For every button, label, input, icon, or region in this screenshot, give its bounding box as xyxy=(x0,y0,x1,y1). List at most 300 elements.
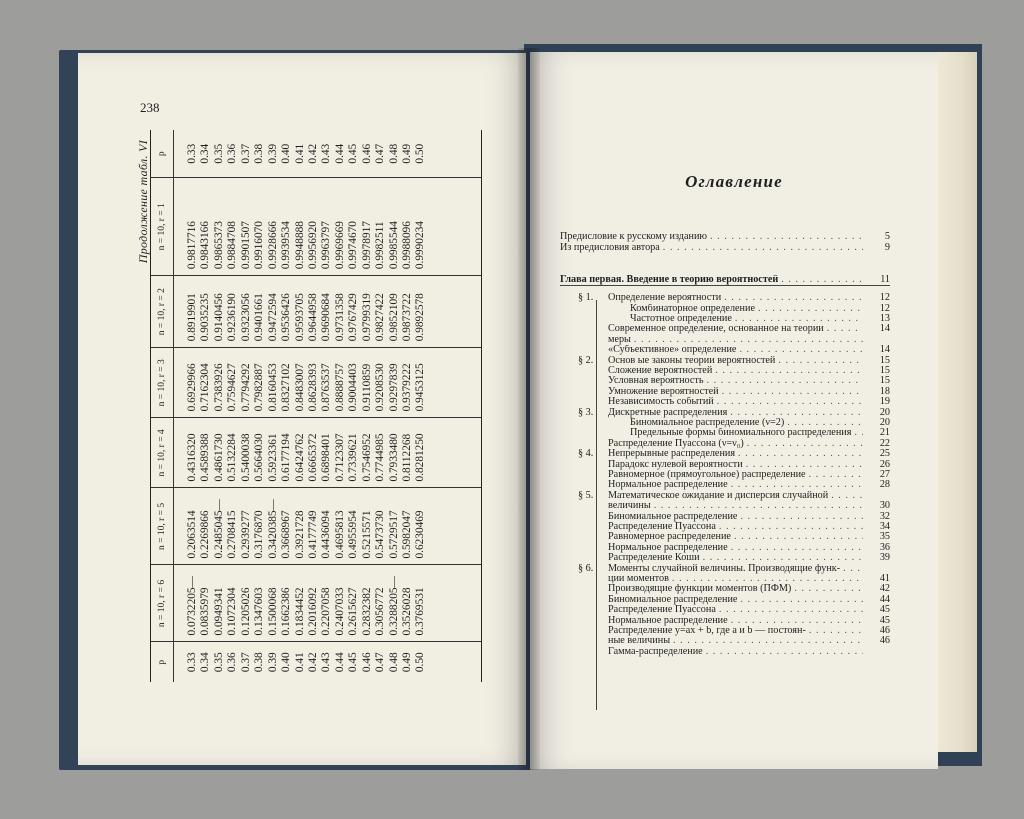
table-cell: 0.2939277 xyxy=(239,510,252,559)
table-cell: 0.9852109 xyxy=(387,293,400,342)
toc-entry-title: Биномиальное распределение xyxy=(608,594,738,605)
leader-dots xyxy=(654,501,863,511)
table-cell: 0.50 xyxy=(414,652,427,673)
toc-entry-title: Распределение Пуассона (ν=ν₀) xyxy=(608,438,744,449)
leader-dots xyxy=(731,480,863,490)
table-cell: 0.43 xyxy=(320,143,333,164)
toc-entry xyxy=(560,564,890,574)
section-rule xyxy=(596,300,597,710)
table-cell: 0.39 xyxy=(266,143,279,164)
col-r5 xyxy=(151,487,481,564)
toc-entry xyxy=(560,366,890,376)
table-cell: 0.1834452 xyxy=(293,587,306,636)
table-cell: 0.46 xyxy=(360,143,373,164)
toc-entry-title: величины xyxy=(608,501,651,512)
toc-page-number: 34 xyxy=(879,520,890,532)
leader-dots xyxy=(827,324,863,334)
toc-entry-title: ции моментов xyxy=(608,573,669,584)
toc-entry-title: Математическое ожидание и дисперсия случайной xyxy=(608,490,829,501)
table-cell: 0.6424762 xyxy=(293,433,306,482)
table-cell: 0.2063514 xyxy=(186,510,198,559)
table-cell: 0.8281250 xyxy=(414,433,427,482)
table-cell: 0.9982511 xyxy=(374,221,387,270)
leader-dots xyxy=(794,584,863,594)
toc-entry xyxy=(560,460,890,470)
toc-page-number: 19 xyxy=(879,396,890,408)
table-cell: 0.9004403 xyxy=(347,363,360,412)
leader-dots xyxy=(710,232,863,242)
toc-page-number: 46 xyxy=(879,635,890,647)
table-cell: 0.45 xyxy=(347,143,360,164)
table-cell: 0.9323056 xyxy=(239,293,252,342)
table-cell: 0.8112268 xyxy=(401,433,413,482)
leader-dots xyxy=(781,275,863,285)
table-cell: 0.3056772 xyxy=(374,587,387,636)
table-cell: 0.42 xyxy=(306,652,319,673)
table-cell: 0.7594627 xyxy=(226,363,239,412)
toc-entry-title: Парадокс нулевой вероятности xyxy=(608,459,743,470)
toc-entry-title: Нормальное распределение xyxy=(608,542,728,553)
table-cell: 0.9110859 xyxy=(360,363,373,412)
toc-entry xyxy=(560,408,890,418)
leader-dots xyxy=(707,376,863,386)
leader-dots xyxy=(747,439,863,449)
toc-page-number: 9 xyxy=(884,242,890,254)
toc-entry-title: Определение вероятности xyxy=(608,293,722,304)
table-cell: 0.3526028 xyxy=(401,587,413,636)
toc-page-number: 25 xyxy=(879,448,890,460)
toc-entry xyxy=(560,418,890,428)
column-body xyxy=(174,276,428,347)
table-cell: 0.9978917 xyxy=(360,221,373,270)
table-cell: 0.9472594 xyxy=(266,293,279,342)
leader-dots xyxy=(719,605,863,615)
table-cell: 0.7794292 xyxy=(239,363,252,412)
table-cell: 0.9873722 xyxy=(401,293,413,342)
table-cell: 0.33 xyxy=(186,652,198,673)
table-cell: 0.4316320 xyxy=(186,433,198,482)
table-cell: 0.44 xyxy=(333,143,346,164)
leader-dots xyxy=(703,553,863,563)
toc-entry xyxy=(560,376,890,386)
toc-entry xyxy=(560,584,890,594)
toc-entry xyxy=(560,397,890,407)
table-cell: 0.5400038 xyxy=(239,433,252,482)
table-cell: 0.7162304 xyxy=(199,363,212,412)
toc-entry-title: Распределение y=ax + b, где a и b — постоян- xyxy=(608,625,806,636)
table-cell: 0.9208530 xyxy=(374,363,387,412)
toc-page-number: 18 xyxy=(879,385,890,397)
toc-page-number: 36 xyxy=(879,541,890,553)
table-cell: 0.9963797 xyxy=(320,221,333,270)
table-cell: 0.2016092 xyxy=(306,587,319,636)
table-cell: 0.0732205— xyxy=(186,576,198,636)
table-cell: 0.9969669 xyxy=(333,221,346,270)
table-cell: 0.7982887 xyxy=(253,363,266,412)
table-cell: 0.2207058 xyxy=(320,587,333,636)
table-cell: 0.4589388 xyxy=(199,433,212,482)
toc-page-number: 46 xyxy=(879,624,890,636)
toc-page-number: 45 xyxy=(879,604,890,616)
table-cell: 0.9817716 xyxy=(186,221,198,270)
column-body xyxy=(174,565,428,641)
table-cell: 0.49 xyxy=(401,143,413,164)
toc-page-number: 30 xyxy=(879,500,890,512)
column-header: n = 10, r = 5 xyxy=(151,488,174,564)
table-cell: 0.46 xyxy=(360,652,373,673)
leader-dots xyxy=(831,491,863,501)
column-body xyxy=(174,348,428,417)
toc-entry xyxy=(560,543,890,553)
table-cell: 0.8888757 xyxy=(333,363,346,412)
table-cell: 0.1500068 xyxy=(266,587,279,636)
leader-dots xyxy=(758,304,863,314)
toc-entry-title: Равномерное (прямоугольное) распределение xyxy=(608,469,806,480)
table-cell: 0.2407033 xyxy=(333,587,346,636)
table-cell: 0.9843166 xyxy=(199,221,212,270)
toc-entry xyxy=(560,501,890,511)
column-body xyxy=(174,130,428,177)
table-cell: 0.9799319 xyxy=(360,293,373,342)
leader-dots xyxy=(672,574,863,584)
toc-page-number: 42 xyxy=(879,583,890,595)
table-cell: 0.9939534 xyxy=(280,221,293,270)
table-cell: 0.5215571 xyxy=(360,510,373,559)
table-cell: 0.6230469 xyxy=(414,510,427,559)
table-cell: 0.9593705 xyxy=(293,293,306,342)
table-cell: 0.6898401 xyxy=(320,433,333,482)
leader-dots xyxy=(731,616,863,626)
table-cell: 0.8628393 xyxy=(306,363,319,412)
col-r1 xyxy=(151,177,481,275)
table-cell: 0.3921728 xyxy=(293,510,306,559)
toc-page-number: 15 xyxy=(879,354,890,366)
table-cell: 0.9827422 xyxy=(374,293,387,342)
leader-dots xyxy=(746,460,863,470)
table-cell: 0.7744985 xyxy=(374,433,387,482)
table-cell: 0.35 xyxy=(212,143,225,164)
toc-page-number: 27 xyxy=(879,468,890,480)
leader-dots xyxy=(673,636,863,646)
toc-page-number: 15 xyxy=(879,364,890,376)
toc-page-number: 28 xyxy=(879,479,890,491)
table-cell: 0.41 xyxy=(293,652,306,673)
table-cell: 0.9379222 xyxy=(401,363,413,412)
table-cell: 0.3176870 xyxy=(253,510,266,559)
table-cell: 0.2708415 xyxy=(226,510,239,559)
column-header: n = 10, r = 1 xyxy=(151,178,174,275)
table-cell: 0.3668967 xyxy=(280,510,293,559)
table-cell: 0.50 xyxy=(414,143,427,164)
toc-entry xyxy=(560,314,890,324)
table-cell: 0.5473730 xyxy=(374,510,387,559)
column-header: p xyxy=(151,643,174,683)
table-cell: 0.49 xyxy=(401,652,413,673)
toc-entry-title: Нормальное распределение xyxy=(608,480,728,491)
table-cell: 0.40 xyxy=(280,652,293,673)
toc-entry-title: Производящие функции моментов (ПФМ) xyxy=(608,584,792,595)
table-cell: 0.5729517 xyxy=(387,510,400,559)
table-cell: 0.37 xyxy=(239,143,252,164)
toc-entry xyxy=(560,428,890,438)
toc-entry-title: ные величины xyxy=(608,636,671,647)
toc-entry xyxy=(560,605,890,615)
toc-entry-title: Из предисловия автора xyxy=(560,243,660,254)
toc-page-number: 20 xyxy=(879,406,890,418)
leader-dots xyxy=(809,470,863,480)
section-number: § 6. xyxy=(578,562,594,574)
section-number: § 2. xyxy=(578,354,594,366)
toc-page-number: 26 xyxy=(879,458,890,470)
table-caption: Продолжение табл. VI xyxy=(136,140,150,264)
leader-dots xyxy=(740,512,863,522)
table-cell: 0.4955954 xyxy=(347,510,360,559)
table-cell: 0.2832382 xyxy=(360,587,373,636)
table-cell: 0.9892578 xyxy=(414,293,427,342)
table-cell: 0.1072304 xyxy=(226,587,239,636)
column-header: p xyxy=(151,130,174,177)
column-header: n = 10, r = 4 xyxy=(151,418,174,487)
column-body xyxy=(174,178,428,275)
table-cell: 0.9990234 xyxy=(414,221,427,270)
leader-dots xyxy=(739,345,863,355)
table-cell: 0.5664030 xyxy=(253,433,266,482)
table-grid xyxy=(150,130,482,682)
toc-page-number: 21 xyxy=(879,427,890,439)
table-cell: 0.8327102 xyxy=(280,363,293,412)
table-cell: 0.4695813 xyxy=(333,510,346,559)
section-number: § 3. xyxy=(578,406,594,418)
toc-entry-title: Комбинаторное определение xyxy=(630,303,755,314)
column-header: n = 10, r = 6 xyxy=(151,565,174,641)
table-cell: 0.7933480 xyxy=(387,433,400,482)
table-cell: 0.0835979 xyxy=(199,587,212,636)
table-cell: 0.0949341 xyxy=(212,587,225,636)
toc-entry-title: Умножение вероятностей xyxy=(608,386,719,397)
rotated-table xyxy=(130,130,492,682)
table-cell: 0.7339621 xyxy=(347,433,360,482)
table-cell: 0.4436094 xyxy=(320,510,333,559)
toc-entry xyxy=(560,304,890,314)
section-number: § 4. xyxy=(578,448,594,460)
table-cell: 0.48 xyxy=(387,143,400,164)
toc-page-number: 41 xyxy=(879,572,890,584)
toc-entry-title: Предельные формы биномиального распределения xyxy=(630,428,852,439)
table-cell: 0.44 xyxy=(333,652,346,673)
table-cell: 0.36 xyxy=(226,143,239,164)
table-cell: 0.9140456 xyxy=(212,293,225,342)
col-r6 xyxy=(151,564,481,641)
table-cell: 0.40 xyxy=(280,143,293,164)
table-cell: 0.9536426 xyxy=(280,293,293,342)
table-cell: 0.1662386 xyxy=(280,587,293,636)
toc-page-number: 11 xyxy=(880,273,890,285)
table-cell: 0.33 xyxy=(186,143,198,164)
toc-entry xyxy=(560,439,890,449)
toc-entry-title: Распределение Коши xyxy=(608,553,700,564)
table-cell: 0.37 xyxy=(239,652,252,673)
toc-entry-title: Сложение вероятностей xyxy=(608,365,713,376)
toc-entry-title: Гамма-распределение xyxy=(608,646,703,657)
table-cell: 0.2615627 xyxy=(347,587,360,636)
table-cell: 0.42 xyxy=(306,143,319,164)
toc-page-number: 13 xyxy=(879,312,890,324)
toc-entry xyxy=(560,243,890,253)
table-cell: 0.2269866 xyxy=(199,510,212,559)
table-cell: 0.9916070 xyxy=(253,221,266,270)
table-cell: 0.41 xyxy=(293,143,306,164)
leader-dots xyxy=(717,397,863,407)
col-r2 xyxy=(151,275,481,347)
table-cell: 0.5923361 xyxy=(266,433,279,482)
table-cell: 0.9236190 xyxy=(226,293,239,342)
leader-dots xyxy=(730,408,863,418)
toc-page-number: 15 xyxy=(879,375,890,387)
leader-dots xyxy=(854,428,863,438)
table-cell: 0.9884708 xyxy=(226,221,239,270)
leader-dots xyxy=(663,243,863,253)
leader-dots xyxy=(634,335,863,345)
toc-entry-title: Независимость событий xyxy=(608,397,714,408)
table-cell: 0.7546952 xyxy=(360,433,373,482)
toc-entry xyxy=(560,449,890,459)
toc-entry xyxy=(560,356,890,366)
table-cell: 0.9453125 xyxy=(414,363,427,412)
leader-dots xyxy=(706,647,863,657)
table-cell: 0.9974670 xyxy=(347,221,360,270)
leader-dots xyxy=(719,522,863,532)
table-cell: 0.48 xyxy=(387,652,400,673)
column-header: n = 10, r = 2 xyxy=(151,276,174,347)
toc-page-number: 35 xyxy=(879,531,890,543)
table-cell: 0.9644958 xyxy=(306,293,319,342)
table-cell: 0.36 xyxy=(226,652,239,673)
page-title: Оглавление xyxy=(685,172,783,191)
toc-entry xyxy=(560,636,890,646)
leader-dots xyxy=(738,449,863,459)
table-cell: 0.35 xyxy=(212,652,225,673)
toc-entry xyxy=(560,626,890,636)
toc-entry xyxy=(560,335,890,345)
col-p-left xyxy=(151,642,481,683)
toc-entry xyxy=(560,522,890,532)
toc-entry xyxy=(560,345,890,355)
toc-page-number: 20 xyxy=(879,416,890,428)
table-cell: 0.6177194 xyxy=(280,433,293,482)
table-cell: 0.9865373 xyxy=(212,221,225,270)
toc-entry-title: Основ ые законы теории вероятностей xyxy=(608,355,776,366)
table-cell: 0.1347603 xyxy=(253,587,266,636)
table-cell: 0.2485045— xyxy=(212,499,225,559)
table-cell: 0.3288205— xyxy=(387,576,400,636)
toc-entry-title: Предисловие к русскому изданию xyxy=(560,231,708,242)
toc-entry-title: Биномиальное распределение (ν=2) xyxy=(630,417,785,428)
toc-page-number: 44 xyxy=(879,593,890,605)
table-cell: 0.8160453 xyxy=(266,363,279,412)
col-r4 xyxy=(151,417,481,487)
table-cell: 0.4177749 xyxy=(306,510,319,559)
column-body xyxy=(174,418,428,487)
toc-entry xyxy=(560,293,890,303)
toc-entry-title: Глава первая. Введение в теорию вероятностей xyxy=(560,274,779,285)
section-number: § 1. xyxy=(578,292,594,304)
table-cell: 0.47 xyxy=(374,652,387,673)
table-cell: 0.5982047 xyxy=(401,510,413,559)
table-cell: 0.9901507 xyxy=(239,221,252,270)
toc-page-number: 14 xyxy=(879,323,890,335)
leader-dots xyxy=(778,356,863,366)
column-header: n = 10, r = 3 xyxy=(151,348,174,417)
table-cell: 0.47 xyxy=(374,143,387,164)
toc-entry xyxy=(560,553,890,563)
toc-page-number: 12 xyxy=(879,292,890,304)
column-body xyxy=(174,488,428,564)
probability-table xyxy=(130,130,492,682)
toc-entry xyxy=(560,574,890,584)
table-cell: 0.9297839 xyxy=(387,363,400,412)
col-r3 xyxy=(151,347,481,417)
toc-entry xyxy=(560,491,890,501)
toc-entry-title: Нормальное распределение xyxy=(608,615,728,626)
table-cell: 0.9767429 xyxy=(347,293,360,342)
toc-entry-title: Биномиальное распределение xyxy=(608,511,738,522)
section-number: § 5. xyxy=(578,489,594,501)
toc-entry xyxy=(560,387,890,397)
table-cell: 0.9731358 xyxy=(333,293,346,342)
toc-page-number: 22 xyxy=(879,437,890,449)
table-cell: 0.6665372 xyxy=(306,433,319,482)
toc-page-number: 5 xyxy=(884,230,890,242)
toc-entry xyxy=(560,595,890,605)
toc-page-number: 14 xyxy=(879,344,890,356)
toc-page-number: 39 xyxy=(879,552,890,564)
table-cell: 0.7123307 xyxy=(333,433,346,482)
toc-page-number: 12 xyxy=(879,302,890,314)
spine-gutter xyxy=(518,48,540,770)
table-cell: 0.9690684 xyxy=(320,293,333,342)
leader-dots xyxy=(740,595,863,605)
leader-dots xyxy=(787,418,863,428)
toc-entry-title: Моменты случайной величины. Производящие функ- xyxy=(608,563,841,574)
toc-entry xyxy=(560,647,890,657)
page-edges xyxy=(935,52,977,752)
toc-entry xyxy=(560,616,890,626)
table-cell: 0.8919901 xyxy=(186,293,198,342)
toc-entry-title: Современное определение, основанное на теории xyxy=(608,324,824,335)
leader-dots xyxy=(734,532,863,542)
leader-dots xyxy=(809,626,863,636)
leader-dots xyxy=(735,314,863,324)
toc-page-number: 45 xyxy=(879,614,890,626)
toc-entry xyxy=(560,324,890,334)
column-body xyxy=(174,643,428,683)
toc-page-number: 32 xyxy=(879,510,890,522)
page-number: 238 xyxy=(140,100,160,115)
toc-entry xyxy=(560,470,890,480)
toc-entry-title: Равномерное распределение xyxy=(608,532,731,543)
table-cell: 0.38 xyxy=(253,652,266,673)
toc-entry-title: Распределение Пуассона xyxy=(608,521,716,532)
table-cell: 0.43 xyxy=(320,652,333,673)
table-cell: 0.3420385— xyxy=(266,499,279,559)
leader-dots xyxy=(715,366,863,376)
table-cell: 0.4861730 xyxy=(212,433,225,482)
toc-entry xyxy=(560,232,890,242)
toc-entry-title: Непрерывные распределения xyxy=(608,449,736,460)
toc-entry-title: Частотное определение xyxy=(630,313,732,324)
table-cell: 0.38 xyxy=(253,143,266,164)
leader-dots xyxy=(724,293,863,303)
